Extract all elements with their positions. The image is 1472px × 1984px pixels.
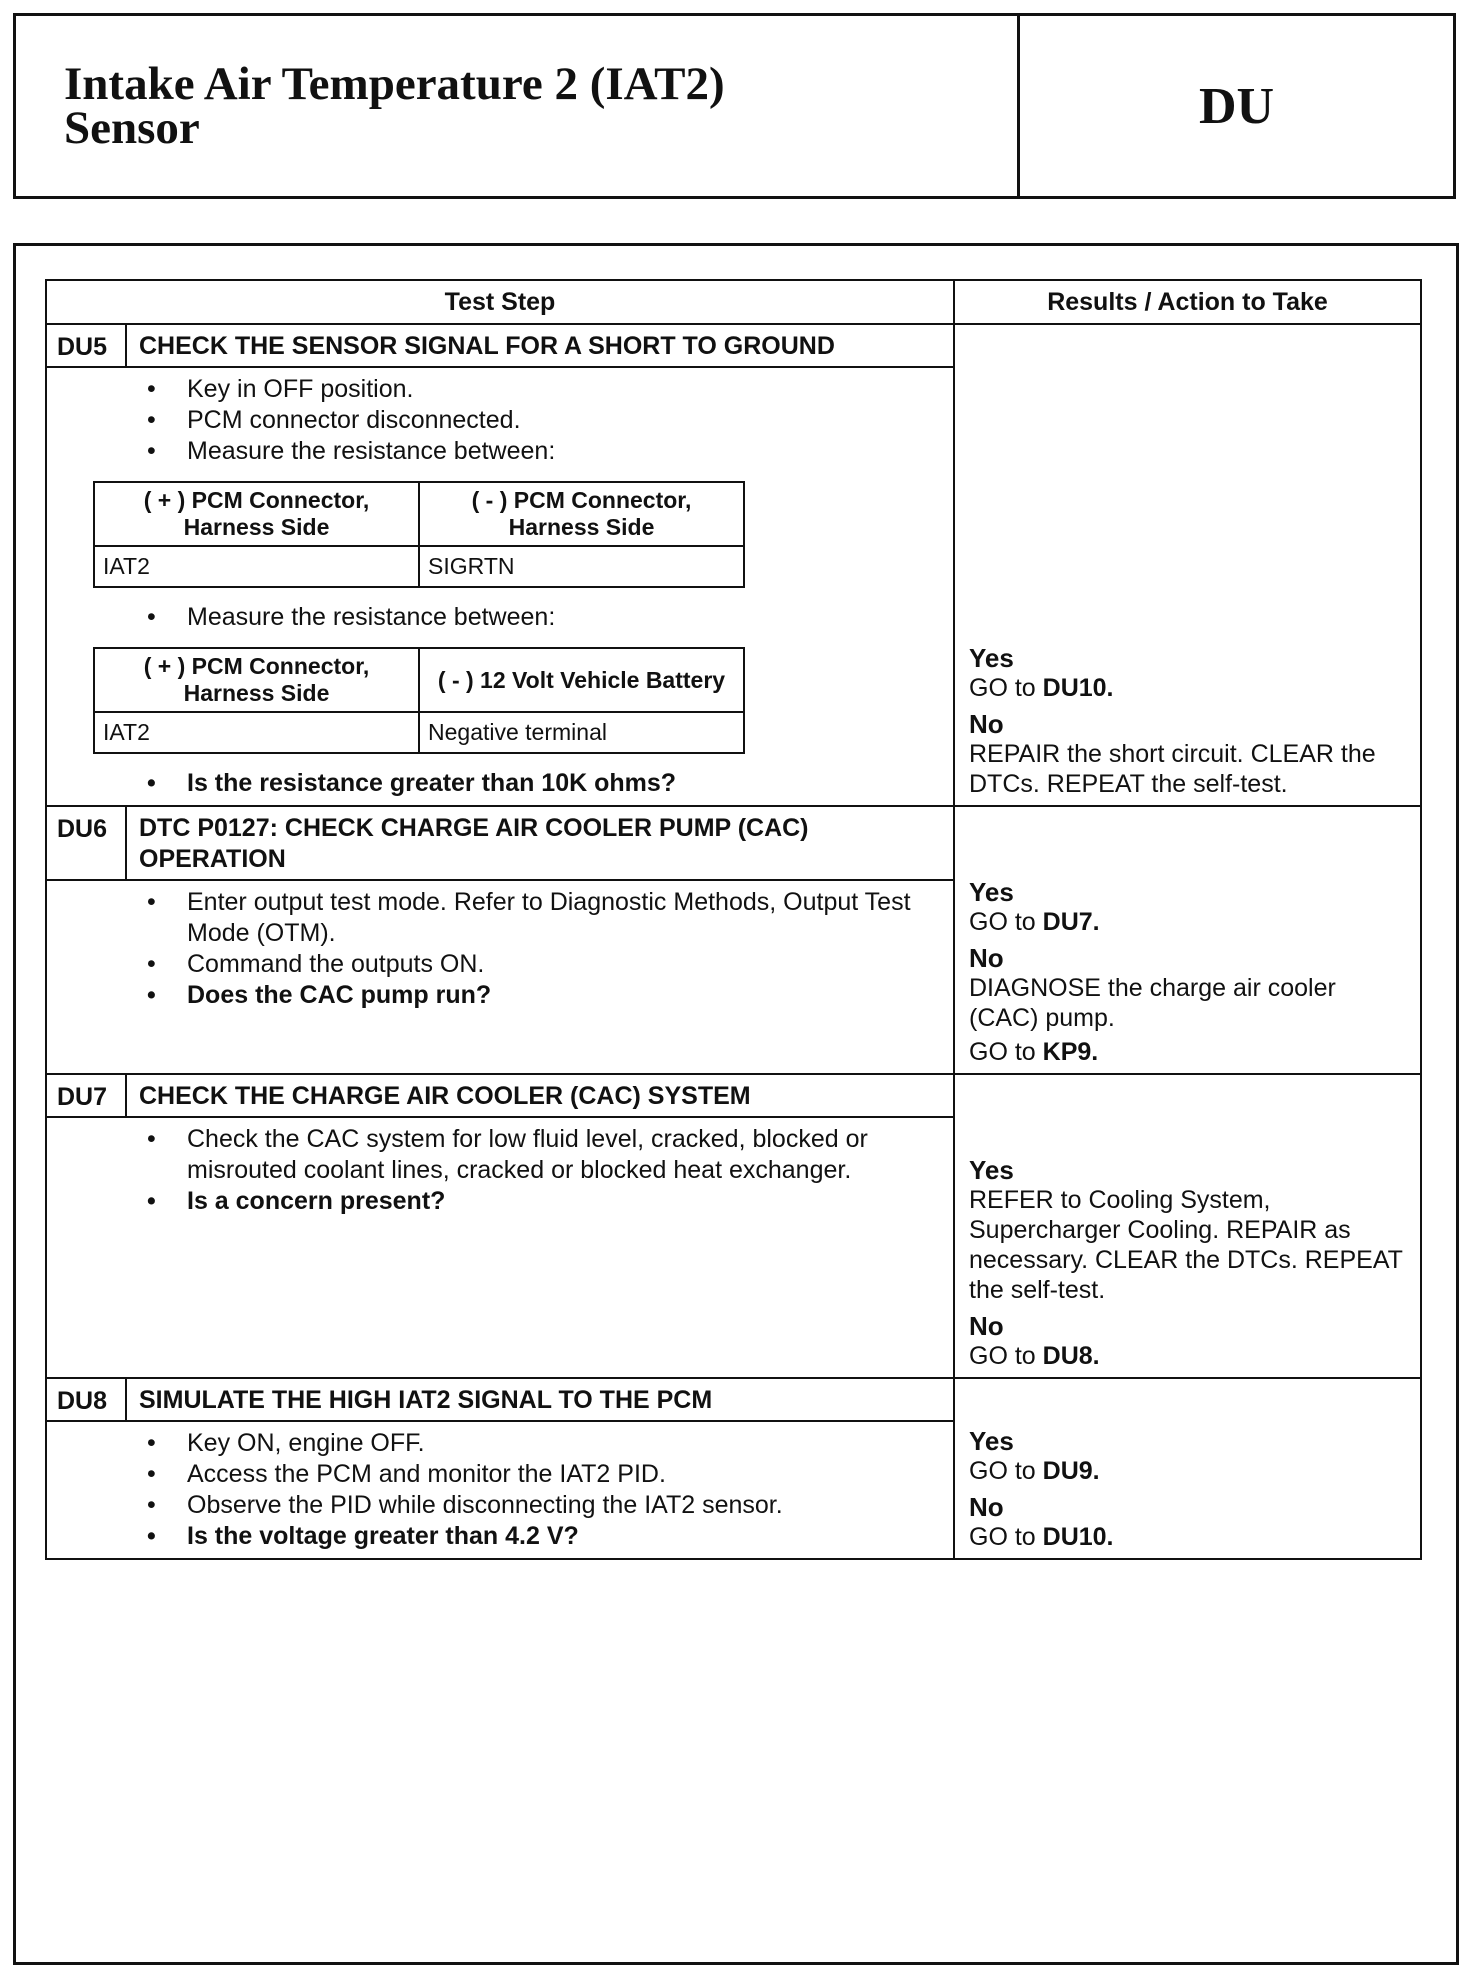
bullet-item: • Key ON, engine OFF. [147, 1428, 953, 1459]
step-id: DU7 [47, 1075, 127, 1116]
goto-text: GO to [969, 908, 1036, 936]
table-header-cell: ( - ) PCM Connector, Harness Side [419, 482, 744, 546]
question-item: • Is the voltage greater than 4.2 V? [147, 1521, 953, 1552]
page-header [13, 13, 1456, 199]
title-line-2: Sensor [64, 102, 200, 154]
results-cell [955, 325, 1420, 805]
step-heading: CHECK THE CHARGE AIR COOLER (CAC) SYSTEM [139, 1082, 751, 1110]
goto-text: GO to [969, 674, 1036, 702]
step-du6 [47, 807, 1420, 1075]
no-label: No [969, 709, 1004, 739]
table-header-cell: ( + ) PCM Connector, Harness Side [94, 482, 419, 546]
yes-label: Yes [969, 1426, 1014, 1456]
step-heading: CHECK THE SENSOR SIGNAL FOR A SHORT TO GROUND [139, 332, 835, 360]
bullet-item: • Key in OFF position. [147, 374, 953, 405]
step-id: DU5 [47, 325, 127, 366]
section-code: DU [1198, 77, 1275, 135]
results-cell [955, 1075, 1420, 1377]
step-title-row [47, 1075, 953, 1118]
no-action-text: DIAGNOSE the charge air cooler (CAC) pump. [969, 974, 1336, 1032]
yes-label: Yes [969, 643, 1014, 673]
step-title-row [47, 807, 953, 881]
bullet-item: • Access the PCM and monitor the IAT2 PID. [147, 1459, 953, 1490]
step-du7 [47, 1075, 1420, 1379]
goto-target: DU7. [1042, 908, 1100, 936]
goto-target: DU9. [1042, 1457, 1100, 1485]
bullet-item: • Enter output test mode. Refer to Diagnostic Methods, Output Test Mode (OTM). [147, 887, 953, 949]
yes-label: Yes [969, 877, 1014, 907]
step-title-row [47, 1379, 953, 1422]
step-body [47, 1118, 953, 1223]
question-item: • Is the resistance greater than 10K ohms? [147, 768, 953, 799]
goto-text: GO to [969, 1457, 1036, 1485]
question-item: • Does the CAC pump run? [147, 980, 953, 1011]
resistance-table-2 [93, 647, 745, 754]
results-cell [955, 1379, 1420, 1558]
yes-label: Yes [969, 1155, 1014, 1185]
goto-target: DU8. [1042, 1342, 1100, 1370]
table-cell: SIGRTN [419, 546, 744, 587]
results-cell [955, 807, 1420, 1073]
col-header-test-step: Test Step [47, 281, 955, 323]
yes-action-text: REFER to Cooling System, Supercharger Cooling. REPAIR as necessary. CLEAR the DTCs. REPEAT the self-test. [969, 1186, 1403, 1304]
title-line-1: Intake Air Temperature 2 (IAT2) [64, 58, 725, 110]
table-header-cell: ( + ) PCM Connector, Harness Side [94, 648, 419, 712]
goto-text: GO to [969, 1038, 1036, 1066]
bullet-item: • PCM connector disconnected. [147, 405, 953, 436]
no-action-text: REPAIR the short circuit. CLEAR the DTCs. REPEAT the self-test. [969, 740, 1376, 798]
goto-target: KP9. [1042, 1038, 1099, 1066]
bullet-item: • Observe the PID while disconnecting the IAT2 sensor. [147, 1490, 953, 1521]
goto-target: DU10. [1042, 1523, 1114, 1551]
table-cell: IAT2 [94, 546, 419, 587]
table-cell: IAT2 [94, 712, 419, 753]
step-title-row [47, 325, 953, 368]
step-body [47, 881, 953, 1017]
no-label: No [969, 1492, 1004, 1522]
bullet-item: • Command the outputs ON. [147, 949, 953, 980]
step-body [47, 1422, 953, 1558]
bullet-item: • Measure the resistance between: [147, 436, 953, 467]
step-body [47, 368, 953, 805]
resistance-table-1 [93, 481, 745, 588]
table-cell: Negative terminal [419, 712, 744, 753]
goto-target: DU10. [1042, 674, 1114, 702]
page-title [16, 16, 1020, 196]
bullet-item: • Measure the resistance between: [147, 602, 953, 633]
table-header-cell: ( - ) 12 Volt Vehicle Battery [419, 648, 744, 712]
goto-text: GO to [969, 1342, 1036, 1370]
goto-text: GO to [969, 1523, 1036, 1551]
step-du5 [47, 325, 1420, 807]
no-label: No [969, 1311, 1004, 1341]
no-label: No [969, 943, 1004, 973]
question-item: • Is a concern present? [147, 1186, 953, 1217]
step-id: DU6 [47, 807, 127, 879]
table-header-row [47, 281, 1420, 325]
col-header-results: Results / Action to Take [1047, 287, 1328, 316]
step-du8 [47, 1379, 1420, 1558]
step-heading: DTC P0127: CHECK CHARGE AIR COOLER PUMP (CAC) OPERATION [139, 814, 809, 873]
bullet-item: • Check the CAC system for low fluid level, cracked, blocked or misrouted coolant lines, cracked or blocked heat exchanger. [147, 1124, 953, 1186]
step-id: DU8 [47, 1379, 127, 1420]
step-heading: SIMULATE THE HIGH IAT2 SIGNAL TO THE PCM [139, 1386, 713, 1414]
pinpoint-test-table [45, 279, 1422, 1560]
